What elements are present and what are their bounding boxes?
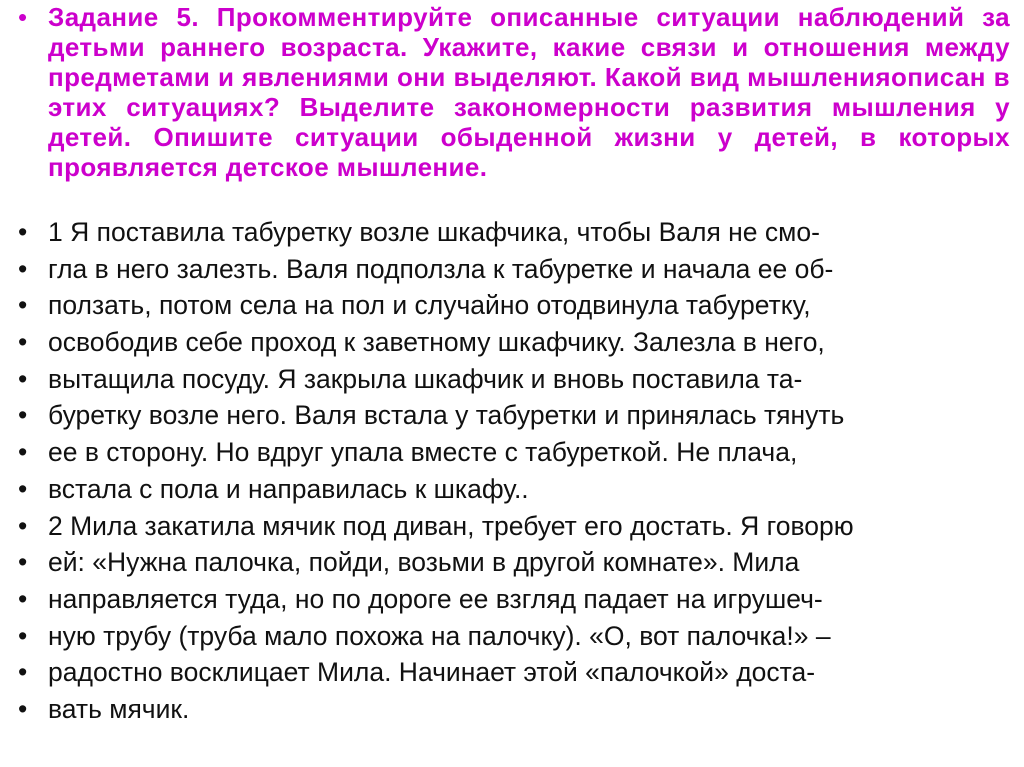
list-item	[18, 691, 1018, 728]
list-item-text: радостно восклицает Мила. Начинает этой «палочкой» доста-	[48, 657, 816, 688]
list-item-text: вытащила посуду. Я закрыла шкафчик и вновь поставила та-	[48, 363, 803, 394]
bullet: •	[18, 510, 28, 541]
list-item-text: ползать, потом села на пол и случайно отодвинула табуретку,	[48, 290, 811, 321]
list-item	[18, 397, 1018, 434]
bullet: •	[18, 620, 28, 651]
list-item-text: 1 Я поставила табуретку возле шкафчика, чтобы Валя не смо-	[48, 217, 820, 247]
list-item-text: ее в сторону. Но вдруг упала вместе с табуреткой. Не плача,	[48, 437, 798, 468]
bullet: •	[18, 583, 28, 614]
list-item	[18, 508, 1018, 545]
list-item	[18, 361, 1018, 398]
bullet: •	[18, 473, 28, 504]
list-item	[18, 544, 1018, 581]
bullet: •	[18, 437, 28, 468]
list-item-text: ей: «Нужна палочка, пойди, возьми в другой комнате». Мила	[48, 547, 800, 578]
task-block	[18, 2, 1010, 182]
bullet: •	[18, 327, 28, 358]
bullet: •	[18, 290, 28, 321]
bullet: •	[18, 253, 28, 284]
list-item	[18, 214, 1018, 251]
list-item-text: гла в него залезть. Валя подползла к табуретке и начала ее об-	[48, 253, 834, 284]
list-item	[18, 324, 1018, 361]
list-item-text: 2 Мила закатила мячик под диван, требует его достать. Я говорю	[48, 510, 854, 541]
bullet: •	[18, 657, 28, 688]
list-item	[18, 287, 1018, 324]
list-item	[18, 434, 1018, 471]
list-item	[18, 618, 1018, 655]
list-item	[18, 251, 1018, 288]
list-item	[18, 471, 1018, 508]
bullet: •	[18, 363, 28, 394]
list-item-text: направляется туда, но по дороге ее взгляд падает на игрушеч-	[48, 583, 823, 614]
list-item-text: освободив себе проход к заветному шкафчику. Залезла в него,	[48, 327, 825, 358]
task-text: Задание 5. Прокомментируйте описанные ситуации наблюдений за детьми раннего возраста. Укажите, какие связи и отношения между предметами и явлениями они выделяют. Какой вид мышленияописан в этих ситуациях? Выделите закономерности развития мышления у детей. Опишите ситуации обыденной жизни у детей, в которых проявляется детское мышление.	[48, 2, 1010, 182]
bullet: •	[18, 693, 28, 724]
bullet: •	[18, 217, 28, 247]
bullet: •	[18, 547, 28, 578]
list-item	[18, 581, 1018, 618]
list-item-text: вать мячик.	[48, 693, 190, 724]
list-item-text: буретку возле него. Валя встала у табуретки и принялась тянуть	[48, 400, 845, 431]
list-item-text: встала с пола и направилась к шкафу..	[48, 473, 529, 504]
observation-list	[18, 214, 1018, 728]
list-item	[18, 654, 1018, 691]
bullet: •	[18, 400, 28, 431]
list-item-text: ную трубу (труба мало похожа на палочку). «О, вот палочка!» –	[48, 620, 831, 651]
task-bullet: •	[18, 2, 28, 32]
